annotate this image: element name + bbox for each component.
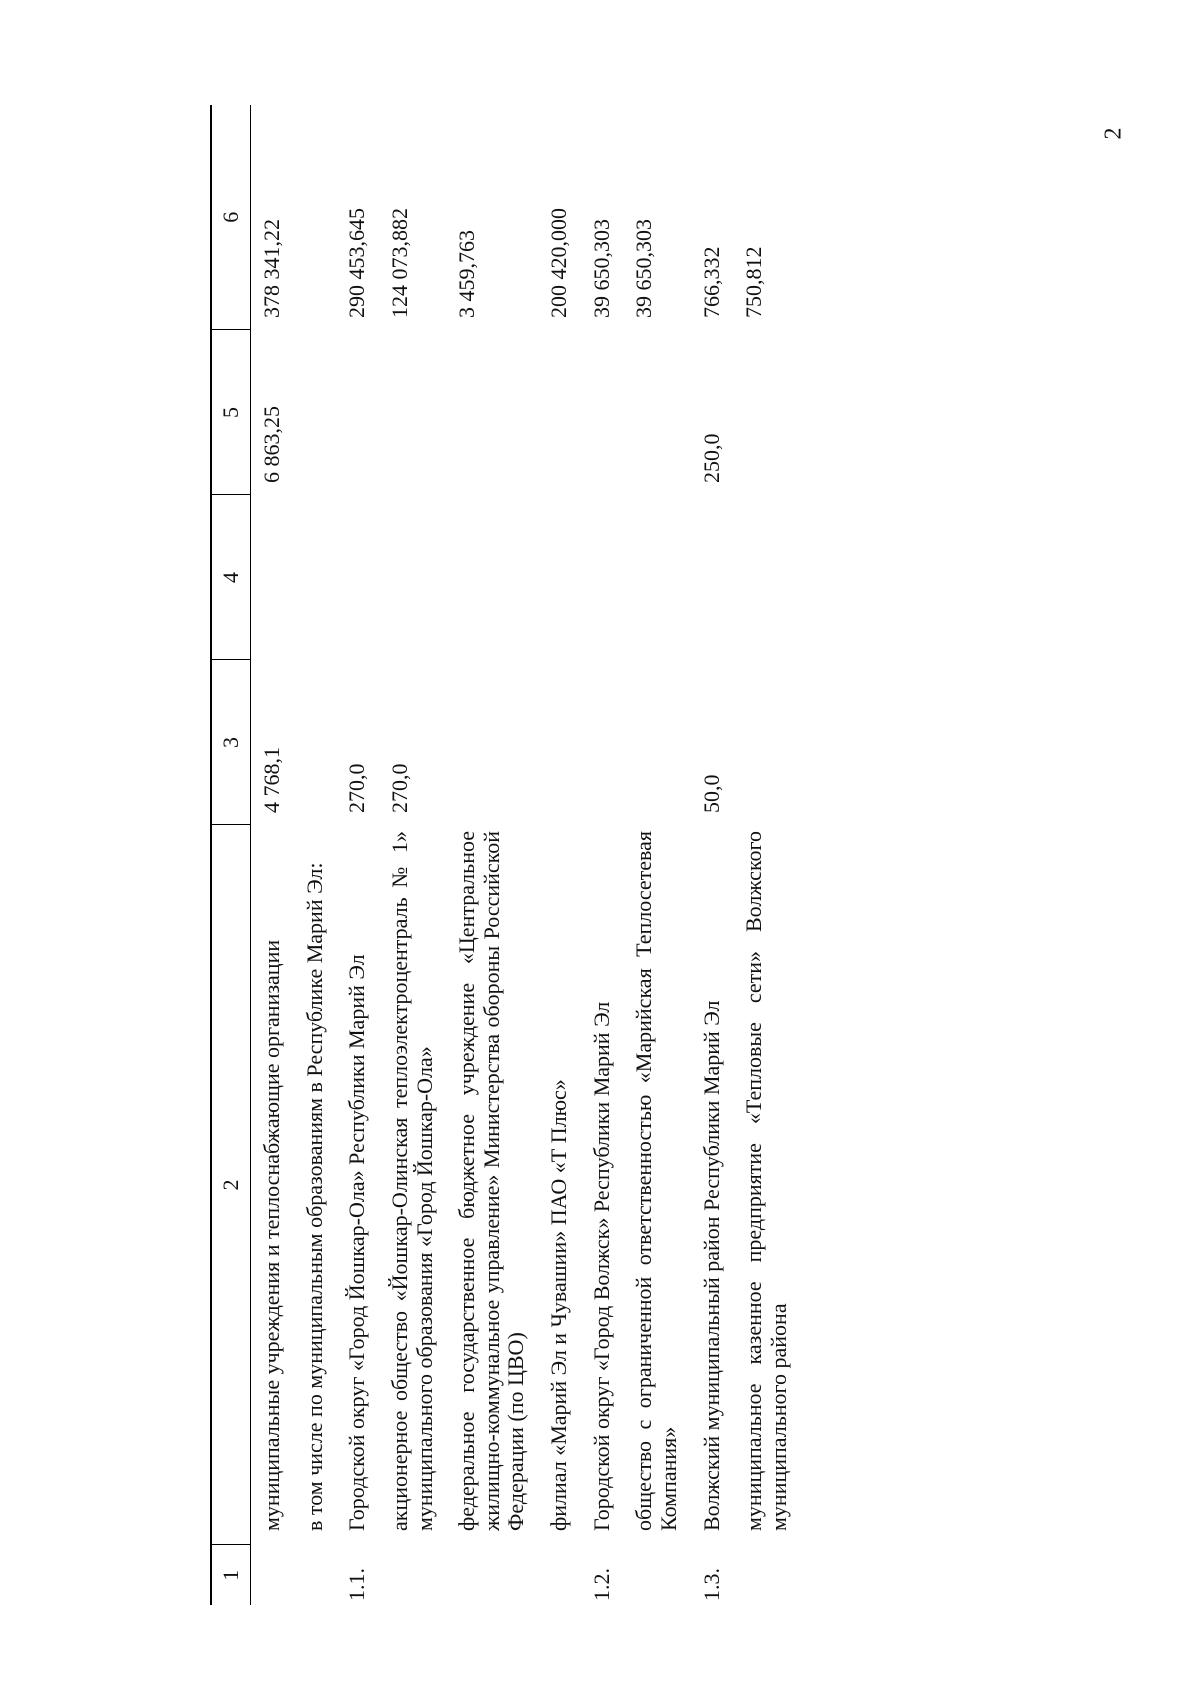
row-col-3 [581,660,624,825]
row-col-3 [538,660,581,825]
row-col-4 [336,495,379,660]
row-col-4 [538,495,581,660]
table-row [733,105,800,1605]
row-col-3 [623,660,690,825]
row-number: 1.1. [344,1568,370,1601]
row-col-3 [733,660,800,825]
row-number [379,1545,446,1605]
header-col-2: 2 [211,825,251,1545]
row-number [294,1545,337,1605]
row-col-4 [379,495,446,660]
row-col-3: 4 768,1 [259,747,284,813]
row-col-3: 270,0 [344,763,370,813]
row-col-5 [446,330,538,495]
row-col-5 [581,330,624,495]
row-col-4 [733,495,800,660]
row-col-6: 124 073,882 [386,208,412,318]
row-name: Городской округ «Город Волжск» Республики Марий Эл [588,1001,614,1531]
page-number: 2 [1100,127,1127,140]
row-col-6: 378 341,22 [259,219,284,318]
table-body [251,105,801,1605]
row-col-5 [623,330,690,495]
row-col-4 [294,495,337,660]
table-row [623,105,690,1605]
row-name: филиал «Марий Эл и Чувашии» ПАО «Т Плюс» [546,1079,571,1531]
row-name: Городской округ «Город Йошкар-Ола» Республики Марий Эл [344,954,370,1531]
row-col-3: 270,0 [386,763,412,813]
row-name: муниципальное казенное предприятие «Тепловые сети» Волжского муниципального района [741,831,791,1531]
header-col-1: 1 [211,1545,251,1605]
row-col-6: 39 650,303 [631,219,657,318]
row-number [733,1545,800,1605]
table-row [446,105,538,1605]
row-col-4 [446,495,538,660]
table-row [691,105,734,1605]
data-table [210,105,800,1605]
row-col-5 [379,330,446,495]
header-col-4: 4 [211,495,251,660]
row-col-5 [336,330,379,495]
row-number [623,1545,690,1605]
table-row [336,105,379,1605]
table-header [211,105,251,1605]
row-col-6: 200 420,000 [546,208,571,318]
row-col-5 [733,330,800,495]
table-row [294,105,337,1605]
row-number: 1.2. [588,1568,614,1601]
row-name: Волжский муниципальный район Республики Марий Эл [698,1000,724,1531]
header-col-6: 6 [211,105,251,330]
row-number: 1.3. [698,1568,724,1601]
row-name: акционерное общество «Йошкар-Олинская теплоэлектроцентраль № 1» муниципального образования «Город Йошкар-Ола» [386,831,437,1531]
row-col-4 [623,495,690,660]
table-row [581,105,624,1605]
row-col-3: 50,0 [698,774,724,813]
table-row [538,105,581,1605]
row-col-3 [294,660,337,825]
row-col-6: 3 459,763 [454,230,480,318]
row-col-6: 39 650,303 [588,219,614,318]
header-col-5: 5 [211,330,251,495]
row-col-5 [538,330,581,495]
header-col-3: 3 [211,660,251,825]
row-col-6: 750,812 [741,246,767,318]
rotated-table-sheet [210,105,1050,1605]
row-number [538,1545,581,1605]
table-row [379,105,446,1605]
row-name: федеральное государственное бюджетное учреждение «Центральное жилищно-коммунальное управление» Министерства обороны Российской Федерации (по ЦВО) [454,831,529,1531]
row-col-5: 250,0 [698,433,724,483]
row-col-4 [691,495,734,660]
row-col-6 [294,105,337,330]
table-row [251,105,294,1605]
row-number [251,1545,294,1605]
row-name: муниципальные учреждения и теплоснабжающие организации [259,939,284,1531]
row-col-5 [294,330,337,495]
row-number [446,1545,538,1605]
row-col-3 [446,660,538,825]
row-name: общество с ограниченной ответственностью «Марийская Теплосетевая Компания» [631,831,681,1531]
row-col-6: 290 453,645 [344,208,370,318]
row-name: в том числе по муниципальным образованиям в Республике Марий Эл: [301,862,327,1531]
row-col-6: 766,332 [698,246,724,318]
row-col-4 [251,495,294,660]
row-col-5: 6 863,25 [259,406,284,483]
row-col-4 [581,495,624,660]
